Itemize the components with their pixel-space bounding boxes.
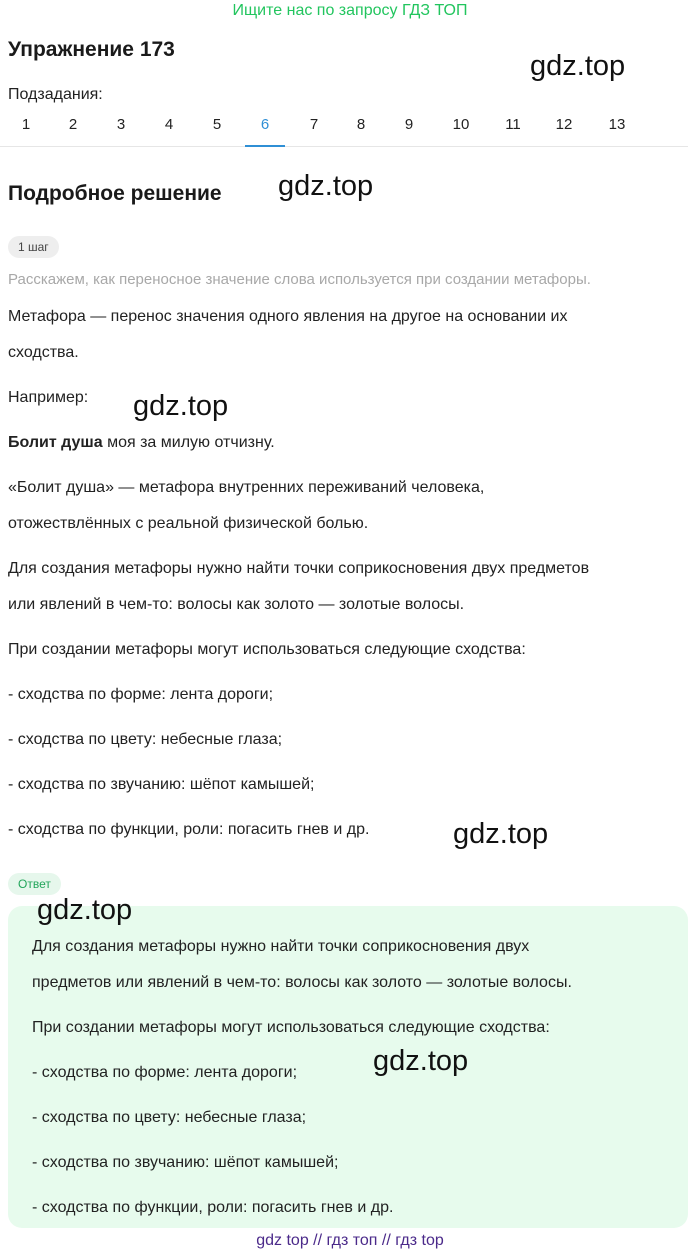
- subtask-tab-3[interactable]: 3: [116, 116, 126, 133]
- step-intro: Расскажем, как переносное значение слова используется при создании метафоры.: [8, 271, 591, 288]
- page-title: Упражнение 173: [8, 38, 175, 61]
- step-badge: 1 шаг: [8, 236, 59, 258]
- solution-text: отожествлённых с реальной физической болью.: [8, 515, 369, 532]
- solution-text: сходства.: [8, 344, 79, 361]
- watermark: gdz.top: [37, 894, 133, 926]
- example-rest: моя за милую отчизну.: [102, 434, 275, 451]
- footer-link[interactable]: gdz top: [256, 1232, 309, 1249]
- list-item: - сходства по цвету: небесные глаза;: [8, 731, 283, 748]
- answer-text: предметов или явлений в чем-то: волосы как золото — золотые волосы.: [32, 974, 572, 991]
- list-item: - сходства по форме: лента дороги;: [8, 686, 274, 703]
- section-title: Подробное решение: [8, 182, 222, 205]
- search-banner: Ищите нас по запросу ГДЗ ТОП: [232, 2, 468, 19]
- watermark: gdz.top: [530, 50, 626, 82]
- subtask-tab-11[interactable]: 11: [505, 116, 521, 133]
- subtask-tab-5[interactable]: 5: [212, 116, 222, 133]
- subtask-tab-10[interactable]: 10: [452, 116, 470, 133]
- watermark: gdz.top: [133, 390, 229, 422]
- answer-badge: Ответ: [8, 873, 61, 895]
- watermark: gdz.top: [278, 170, 374, 202]
- answer-text: Для создания метафоры нужно найти точки соприкосновения двух: [32, 938, 530, 955]
- example-sentence: [8, 425, 275, 461]
- answer-list-item: - сходства по форме: лента дороги;: [32, 1064, 298, 1081]
- answer-list-item: - сходства по звучанию: шёпот камышей;: [32, 1154, 339, 1171]
- solution-text: При создании метафоры могут использоваться следующие сходства:: [8, 641, 526, 658]
- watermark: gdz.top: [453, 818, 549, 850]
- solution-text: Метафора — перенос значения одного явления на другое на основании их: [8, 308, 568, 325]
- footer-links: [0, 1232, 700, 1250]
- subtask-tab-6[interactable]: 6: [245, 116, 285, 146]
- watermark: gdz.top: [373, 1045, 469, 1077]
- solution-text: или явлений в чем-то: волосы как золото — золотые волосы.: [8, 596, 465, 613]
- subtasks-label: Подзадания:: [8, 86, 103, 103]
- solution-text: Для создания метафоры нужно найти точки соприкосновения двух предметов: [8, 560, 590, 577]
- list-item: - сходства по звучанию: шёпот камышей;: [8, 776, 315, 793]
- subtask-tab-13[interactable]: 13: [608, 116, 626, 133]
- example-bold: Болит душа: [8, 434, 103, 451]
- answer-list-item: - сходства по функции, роли: погасить гнев и др.: [32, 1199, 394, 1216]
- footer-separator: //: [313, 1232, 323, 1249]
- answer-text: При создании метафоры могут использоваться следующие сходства:: [32, 1019, 550, 1036]
- subtask-tab-12[interactable]: 12: [555, 116, 573, 133]
- subtask-tab-2[interactable]: 2: [68, 116, 78, 133]
- solution-text: «Болит душа» — метафора внутренних переживаний человека,: [8, 479, 485, 496]
- subtask-tab-8[interactable]: 8: [356, 116, 366, 133]
- subtask-tabs: [0, 110, 688, 147]
- example-label: Например:: [8, 389, 89, 406]
- subtask-tab-7[interactable]: 7: [309, 116, 319, 133]
- subtask-tab-4[interactable]: 4: [164, 116, 174, 133]
- subtask-tab-1[interactable]: 1: [21, 116, 31, 133]
- footer-link[interactable]: гдз топ: [326, 1232, 378, 1249]
- footer-separator: //: [381, 1232, 391, 1249]
- subtask-tab-9[interactable]: 9: [404, 116, 414, 133]
- list-item: - сходства по функции, роли: погасить гнев и др.: [8, 821, 370, 838]
- footer-link[interactable]: гдз top: [395, 1232, 444, 1249]
- answer-list-item: - сходства по цвету: небесные глаза;: [32, 1109, 307, 1126]
